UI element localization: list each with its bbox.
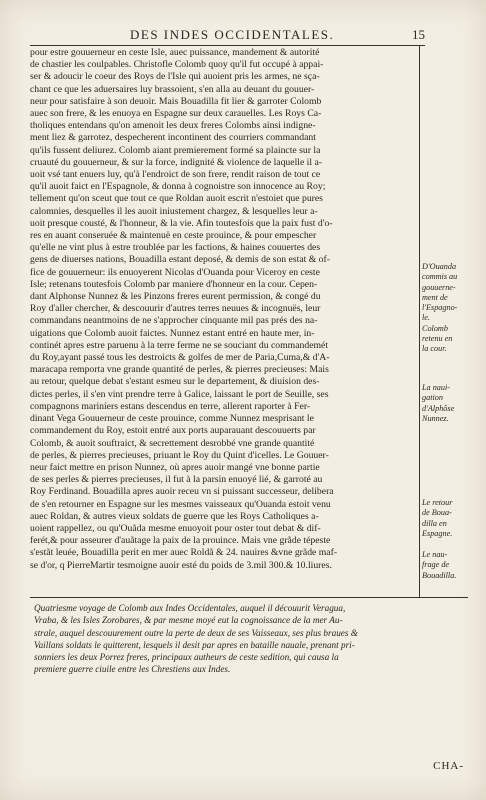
margin-note-line: gation [422,393,443,403]
text-line: uigations que Colomb auoit faictes. Nunnez estant entré en haute mer, in- [30,327,315,339]
text-line: qu'elle ne vint plus à estre troublée par les factions, & haines couuertes des [30,242,321,254]
header-rule [30,45,425,46]
summary-line: Quatriesme voyage de Colomb aux Indes Occidentales, auquel il découurit Veragua, [34,603,346,613]
text-line: de s'en retourner en Espagne sur les mesmes vaisseaux qu'Ouanda estoit venu [30,498,331,510]
text-line: uoit vsé tant enuers luy, qu'à l'endroict de son frere, rendit raison de tout ce [30,169,321,181]
text-line: Roy Ferdinand. Bouadilla apres auoir receu vn si puissant successeur, delibera [30,486,334,498]
margin-note-line: dilla en [422,518,447,528]
text-line: tholiques entendans qu'on amenoit les deux freres Colombs ainsi indigne- [30,120,316,132]
text-line: de chastier les coulpables. Christofle Colomb quoy qu'il fut occupé à appai- [30,59,324,71]
margin-note-nunnez [422,383,472,424]
text-line: se d'or, q PierreMartir tesmoigne auoir esté du poids de 3.mil 300.& 10.liures. [30,559,332,571]
running-title: DES INDES OCCIDENTALES. [130,27,335,42]
text-line: fice de gouuerneur: ils enuoyerent Nicolas d'Ouanda pour Viceroy en ceste [30,266,320,278]
text-line: dictes perles, il s'en vint prendre terre à Galice, laissant le port de Seuille, ses [30,388,329,400]
text-line: Isle; retenans toutesfois Colomb par maniere d'honneur en la cour. Cepen- [30,278,318,290]
summary-line: Vraba, & les Isles Zorobares, & par mesme moyé eut la cognoissance de la mer Au- [34,615,343,626]
chapter-summary [34,602,449,676]
margin-note-line: d'Alphôse [422,403,455,413]
text-line: de ses perles & pierres precieuses, il fut à la parsin enuoyé lié, & garroté au [30,474,323,486]
page-header [30,27,425,43]
text-line: compagnons mariniers estans descendus en terre, allerent raporter à Fer- [30,400,311,412]
margin-note-line: retenu en [422,334,453,344]
text-line: qu'il auoit faict en l'Espagnole, & donna à cognoistre son innocence au Roy; [30,181,326,193]
text-line: commandement du Roy, estoit entré aux ports auparauant descouuerts par [30,425,316,437]
text-line: tellement qu'on sceut que tout ce que Roldan auoit escrit n'estoiet que pures [30,193,323,205]
text-line: dant Alphonse Nunnez & les Pinzons freres eurent permission, & congé du [30,291,321,303]
text-line: du Roy,ayant passé tous les destroicts & golfes de mer de Paria,Cuma,& d'A- [30,352,330,364]
text-line: neur pour satisfaire à son deuoir. Mais Bouadilla fit lier & garroter Colomb [30,95,322,107]
margin-note-line: le. [422,313,430,323]
margin-note-line: ment de [422,292,448,302]
margin-note-ouanda [422,262,472,355]
text-line: uoit presque cousté, & l'honneur, & la vie. Afin toutesfois que la paix fust d'o- [30,217,333,229]
main-text-block [30,47,417,572]
text-line: maracapa remporta vne grande quantité de perles, & pierres precieuses: Mais [30,364,329,376]
text-line: uoient rappellez, ou qu'Ouãda mesme enuoyoit pour oster tout debat & dif- [30,522,321,534]
text-line: au retour, quelque debat s'estant esmeu sur le departement, & diuision des- [30,376,320,388]
text-line: de perles, & pierres precieuses, priuant le Roy du Quint d'icelles. Le Gouuer- [30,449,329,461]
text-line: gens de diuerses nations, Bouadilla estant deposé, & demis de son estat & of- [30,254,330,266]
summary-rule [30,597,468,598]
text-line: res en auant conseruée & maintenuë en ceste prouince, & pour empescher [30,230,317,242]
margin-note-line: Le nau- [422,550,448,559]
text-line: Roy d'aller chercher, & descouurir d'autres terres neuues & incognuës, leur [30,303,321,315]
margin-note-line: la cour. [422,344,447,354]
text-line: ferét,& pour asseurer d'auãtage la paix de la prouince. Mais vne grãde tépeste [30,535,331,547]
text-line: continét apres estre paruenu à la terre ferme ne se souciant du commandemét [30,339,329,351]
margin-note-line: Le retour [422,498,453,507]
margin-note-line: l'Espagno- [422,303,458,313]
text-line: cruauté du gouuerneur, & sur la force, indignité & violence de laquelle il a- [30,156,323,168]
margin-note-line: frage de [422,560,450,570]
margin-note-line: D'Ouanda [422,262,457,271]
margin-note-return [422,498,472,539]
text-line: auec son frere, & les enuoya en Espagne sur deux carauelles. Les Roys Ca- [30,108,322,120]
text-line: dinant Vega Gouuerneur de ceste prouince, comme Nunnez mesprisant le [30,413,314,425]
margin-note-line: gouuerne- [422,282,456,292]
summary-line: sonniers les deux Porrez freres, principaux autheurs de ceste sedition, qui causa la [34,652,339,663]
margin-rule [419,45,420,597]
text-line: ser & adoucir le coeur des Roys de l'Isle qui auoient pris les armes, ne sça- [30,71,320,83]
margin-note-line: Nunnez. [422,413,449,423]
margin-note-line: Espagne. [422,528,453,538]
text-line: Colomb, & auoit souftraict, & secrettement desrobbé vne grande quantité [30,437,315,449]
text-line: s'estãt leuée, Bouadilla perit en mer auec Roldã & 24. nauires &vne grãde maf- [30,547,338,559]
margin-note-line: commis au [422,272,458,282]
text-line: chant ce que les aduersaires luy brassoient, s'en alla au deuant du gouuer- [30,83,315,95]
text-line: calomnies, desquelles il les auoit iniustement chargez, & lesquelles leur a- [30,205,318,217]
margin-note-line: de Boua- [422,508,452,518]
margin-note-line: Colomb [422,323,448,333]
text-line: ment liez & garrotez, despecherent incontinent des courriers commandant [30,132,316,144]
text-line: auec Roldan, & autres vieux soldats de guerre que les Roys Catholiques a- [30,510,319,522]
text-line: qu'ils fussent deliurez. Colomb aiant premierement formé sa plaincte sur la [30,144,321,156]
summary-line: strale, auquel descouurement outre la perte de deux de ses Vaisseaux, ses plus braues & [34,627,358,638]
summary-line: premiere guerre ciuile entre les Chrestiens aux Indes. [34,664,231,675]
text-line: commandans neantmoins de ne s'approcher cinquante mil pas prés des na- [30,315,318,327]
margin-note-shipwreck [422,550,472,581]
text-line: pour estre gouuerneur en ceste Isle, auec puissance, mandement & autorité [30,47,320,58]
margin-note-line: Bouadilla. [422,570,457,580]
catchword: CHA- [433,760,464,772]
text-line: neur faict mettre en prison Nunnez, où apres auoir mangé vne bonne partie [30,461,320,473]
page-number: 15 [412,27,425,42]
margin-note-line: La naui- [422,383,450,392]
summary-line: Vaillans soldats le quitterent, lesquels il desit par apres en bataille nauale, prenant pri- [34,639,355,650]
